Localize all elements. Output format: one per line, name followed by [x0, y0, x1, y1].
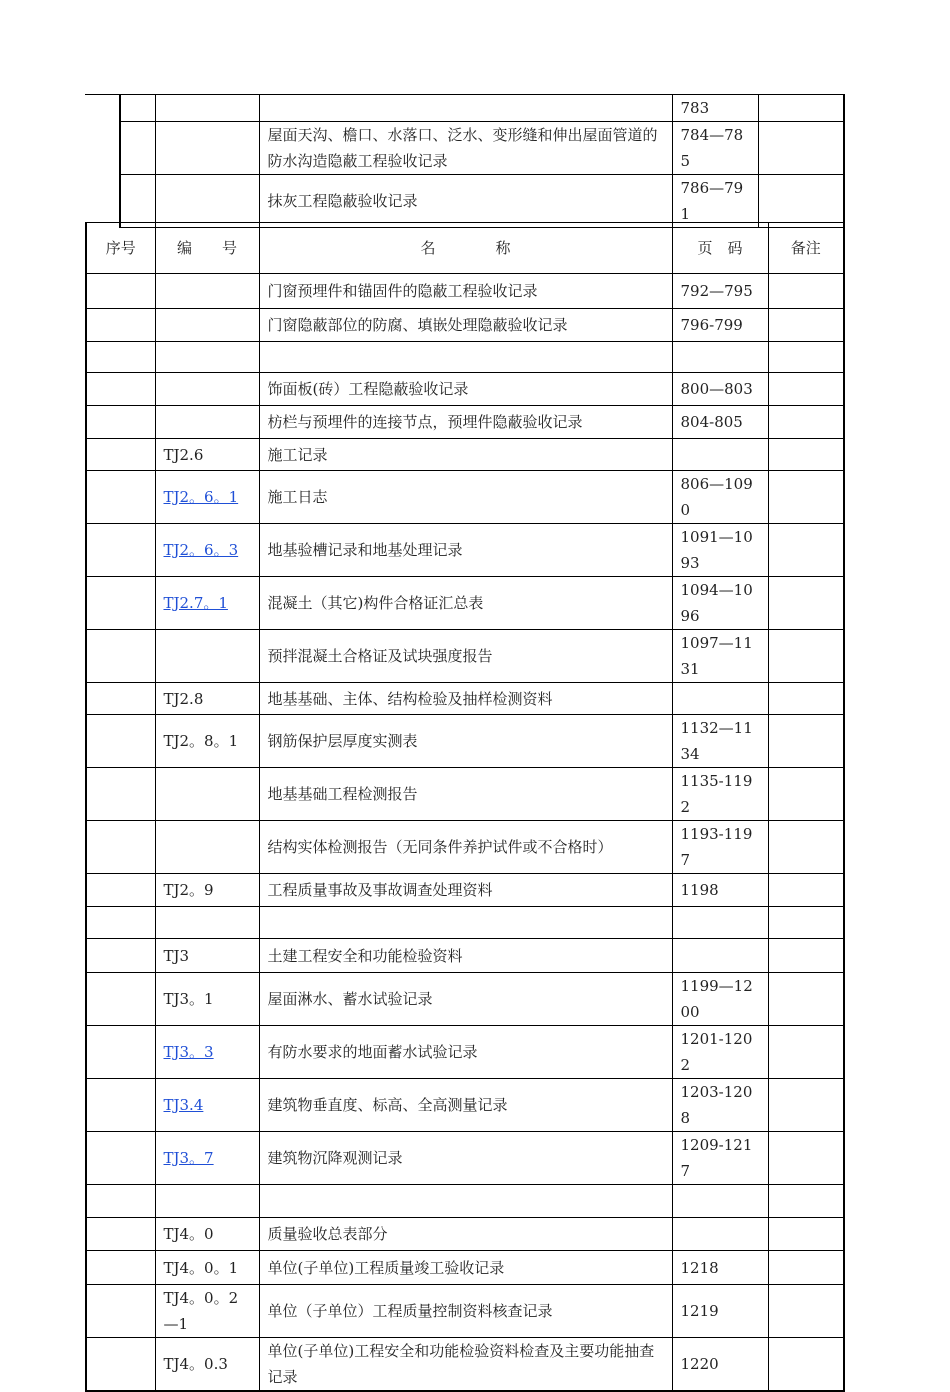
name-cell: 屋面天沟、檐口、水落口、泛水、变形缝和伸出屋面管道的防水沟造隐蔽工程验收记录 — [259, 122, 672, 175]
table-row — [86, 373, 844, 406]
code-cell — [155, 630, 259, 683]
table-row — [86, 439, 844, 471]
code-cell — [155, 406, 259, 439]
name-cell: 有防水要求的地面蓄水试验记录 — [259, 1026, 672, 1079]
code-cell — [155, 373, 259, 406]
note-cell — [768, 768, 844, 821]
page-cell: 1220 — [672, 1338, 768, 1392]
table-row — [86, 768, 844, 821]
seq-cell — [120, 95, 155, 122]
name-cell: 门窗隐蔽部位的防腐、填嵌处理隐蔽验收记录 — [259, 309, 672, 342]
code-cell — [155, 1132, 259, 1185]
table-row — [86, 1338, 844, 1392]
name-cell: 单位(子单位)工程安全和功能检验资料检查及主要功能抽查记录 — [259, 1338, 672, 1392]
page-cell: 1203-1208 — [672, 1079, 768, 1132]
seq-cell — [86, 1132, 155, 1185]
code-cell — [155, 1026, 259, 1079]
note-cell — [768, 1338, 844, 1392]
code-cell — [155, 471, 259, 524]
name-cell: 建筑物垂直度、标高、全高测量记录 — [259, 1079, 672, 1132]
note-cell — [768, 907, 844, 939]
table-row — [86, 577, 844, 630]
code-cell — [155, 524, 259, 577]
table-row — [86, 874, 844, 907]
code-cell: TJ2.8 — [155, 683, 259, 715]
code-link[interactable]: TJ2。6。3 — [163, 541, 239, 559]
seq-cell — [86, 1285, 155, 1338]
note-cell — [768, 471, 844, 524]
seq-cell — [86, 1026, 155, 1079]
table-top-stub-line — [85, 94, 119, 95]
name-cell — [259, 907, 672, 939]
table-row — [86, 524, 844, 577]
code-cell — [155, 175, 259, 228]
page-cell: 1135-1192 — [672, 768, 768, 821]
seq-cell — [86, 577, 155, 630]
name-cell: 质量验收总表部分 — [259, 1218, 672, 1251]
name-cell: 钢筋保护层厚度实测表 — [259, 715, 672, 768]
code-cell — [155, 274, 259, 309]
seq-cell — [120, 122, 155, 175]
code-cell — [155, 1079, 259, 1132]
table-row — [86, 630, 844, 683]
name-cell: 施工记录 — [259, 439, 672, 471]
code-cell — [155, 821, 259, 874]
code-cell: TJ4。0。1 — [155, 1251, 259, 1285]
header-name: 名 称 — [259, 223, 672, 274]
code-cell — [155, 122, 259, 175]
page-cell: 1201-1202 — [672, 1026, 768, 1079]
table-row — [86, 309, 844, 342]
table-row — [86, 406, 844, 439]
page-cell: 804-805 — [672, 406, 768, 439]
code-cell: TJ3 — [155, 939, 259, 973]
seq-cell — [86, 821, 155, 874]
table-row — [86, 471, 844, 524]
name-cell: 建筑物沉降观测记录 — [259, 1132, 672, 1185]
table-row — [86, 342, 844, 373]
note-cell — [758, 122, 844, 175]
name-cell: 施工日志 — [259, 471, 672, 524]
continuation-table — [119, 94, 845, 228]
page-cell: 1132—1134 — [672, 715, 768, 768]
note-cell — [768, 939, 844, 973]
name-cell: 抹灰工程隐蔽验收记录 — [259, 175, 672, 228]
note-cell — [768, 406, 844, 439]
name-cell: 地基基础工程检测报告 — [259, 768, 672, 821]
seq-cell — [120, 175, 155, 228]
name-cell: 地基验槽记录和地基处理记录 — [259, 524, 672, 577]
note-cell — [768, 274, 844, 309]
code-cell: TJ2.6 — [155, 439, 259, 471]
table-body — [86, 274, 844, 1392]
seq-cell — [86, 973, 155, 1026]
seq-cell — [86, 1079, 155, 1132]
seq-cell — [86, 907, 155, 939]
note-cell — [768, 524, 844, 577]
note-cell — [768, 1185, 844, 1218]
table-row — [86, 1218, 844, 1251]
note-cell — [758, 95, 844, 122]
code-cell: TJ4。0。2—1 — [155, 1285, 259, 1338]
table-row — [86, 939, 844, 973]
code-cell — [155, 1185, 259, 1218]
header-note: 备注 — [768, 223, 844, 274]
seq-cell — [86, 939, 155, 973]
page-cell — [672, 683, 768, 715]
code-link[interactable]: TJ3。3 — [163, 1043, 214, 1061]
code-link[interactable]: TJ2.7。1 — [163, 594, 228, 612]
code-cell — [155, 309, 259, 342]
table-row — [86, 973, 844, 1026]
note-cell — [768, 874, 844, 907]
seq-cell — [86, 874, 155, 907]
note-cell — [768, 373, 844, 406]
note-cell — [768, 1285, 844, 1338]
code-cell — [155, 342, 259, 373]
name-cell — [259, 1185, 672, 1218]
seq-cell — [86, 309, 155, 342]
name-cell: 饰面板(砖）工程隐蔽验收记录 — [259, 373, 672, 406]
code-cell — [155, 577, 259, 630]
header-seq: 序号 — [86, 223, 155, 274]
table-row — [86, 1026, 844, 1079]
page-cell — [672, 939, 768, 973]
note-cell — [768, 1079, 844, 1132]
header-code: 编 号 — [155, 223, 259, 274]
code-cell — [155, 907, 259, 939]
name-cell: 单位(子单位)工程质量竣工验收记录 — [259, 1251, 672, 1285]
page-cell: 792—795 — [672, 274, 768, 309]
note-cell — [768, 1218, 844, 1251]
page-cell: 1091—1093 — [672, 524, 768, 577]
seq-cell — [86, 406, 155, 439]
seq-cell — [86, 524, 155, 577]
seq-cell — [86, 683, 155, 715]
table-header-row — [86, 223, 844, 274]
page-cell: 786—791 — [672, 175, 758, 228]
table-row — [86, 1079, 844, 1132]
note-cell — [768, 342, 844, 373]
code-link[interactable]: TJ3。7 — [163, 1149, 214, 1167]
name-cell: 土建工程安全和功能检验资料 — [259, 939, 672, 973]
seq-cell — [86, 274, 155, 309]
seq-cell — [86, 342, 155, 373]
page-cell: 800—803 — [672, 373, 768, 406]
header-page: 页 码 — [672, 223, 768, 274]
code-cell: TJ2。8。1 — [155, 715, 259, 768]
page-cell: 1198 — [672, 874, 768, 907]
seq-cell — [86, 1185, 155, 1218]
name-cell: 地基基础、主体、结构检验及抽样检测资料 — [259, 683, 672, 715]
note-cell — [768, 630, 844, 683]
code-link[interactable]: TJ3.4 — [163, 1096, 204, 1114]
page-cell: 796-799 — [672, 309, 768, 342]
note-cell — [768, 439, 844, 471]
page-cell: 1097—1131 — [672, 630, 768, 683]
page-cell: 1193-1197 — [672, 821, 768, 874]
page-cell: 806—1090 — [672, 471, 768, 524]
note-cell — [768, 973, 844, 1026]
seq-cell — [86, 715, 155, 768]
code-link[interactable]: TJ2。6。1 — [163, 488, 239, 506]
code-cell — [155, 768, 259, 821]
page-cell: 1218 — [672, 1251, 768, 1285]
code-cell: TJ3。1 — [155, 973, 259, 1026]
note-cell — [768, 683, 844, 715]
seq-cell — [86, 471, 155, 524]
table-row — [86, 1185, 844, 1218]
name-cell — [259, 95, 672, 122]
page-cell: 784—785 — [672, 122, 758, 175]
table-row — [86, 1285, 844, 1338]
table-row — [86, 715, 844, 768]
page-cell — [672, 439, 768, 471]
note-cell — [768, 1132, 844, 1185]
name-cell: 屋面淋水、蓄水试验记录 — [259, 973, 672, 1026]
name-cell: 预拌混凝土合格证及试块强度报告 — [259, 630, 672, 683]
page-cell: 1094—1096 — [672, 577, 768, 630]
name-cell: 工程质量事故及事故调查处理资料 — [259, 874, 672, 907]
note-cell — [768, 715, 844, 768]
seq-cell — [86, 373, 155, 406]
name-cell: 结构实体检测报告（无同条件养护试件或不合格时） — [259, 821, 672, 874]
note-cell — [768, 821, 844, 874]
page-cell: 1209-1217 — [672, 1132, 768, 1185]
page-cell: 1199—1200 — [672, 973, 768, 1026]
name-cell: 混凝土（其它)构件合格证汇总表 — [259, 577, 672, 630]
note-cell — [768, 1251, 844, 1285]
seq-cell — [86, 1251, 155, 1285]
note-cell — [768, 1026, 844, 1079]
note-cell — [768, 577, 844, 630]
table-row — [86, 1132, 844, 1185]
seq-cell — [86, 1338, 155, 1392]
table-row — [86, 1251, 844, 1285]
table-row — [86, 274, 844, 309]
page-cell: 783 — [672, 95, 758, 122]
code-cell: TJ4。0 — [155, 1218, 259, 1251]
name-cell: 单位（子单位）工程质量控制资料核查记录 — [259, 1285, 672, 1338]
note-cell — [768, 309, 844, 342]
name-cell — [259, 342, 672, 373]
index-table — [85, 222, 845, 1392]
page-cell — [672, 1185, 768, 1218]
code-cell: TJ4。0.3 — [155, 1338, 259, 1392]
page-cell — [672, 342, 768, 373]
table-row — [120, 175, 844, 228]
code-cell — [155, 95, 259, 122]
table-row — [120, 122, 844, 175]
name-cell: 门窗预埋件和锚固件的隐蔽工程验收记录 — [259, 274, 672, 309]
table-row — [86, 683, 844, 715]
seq-cell — [86, 439, 155, 471]
table-row — [120, 95, 844, 122]
page-cell — [672, 1218, 768, 1251]
seq-cell — [86, 1218, 155, 1251]
note-cell — [758, 175, 844, 228]
name-cell: 枋栏与预埋件的连接节点，预埋件隐蔽验收记录 — [259, 406, 672, 439]
seq-cell — [86, 768, 155, 821]
page-cell — [672, 907, 768, 939]
code-cell: TJ2。9 — [155, 874, 259, 907]
table-row — [86, 821, 844, 874]
table-row — [86, 907, 844, 939]
page-cell: 1219 — [672, 1285, 768, 1338]
seq-cell — [86, 630, 155, 683]
